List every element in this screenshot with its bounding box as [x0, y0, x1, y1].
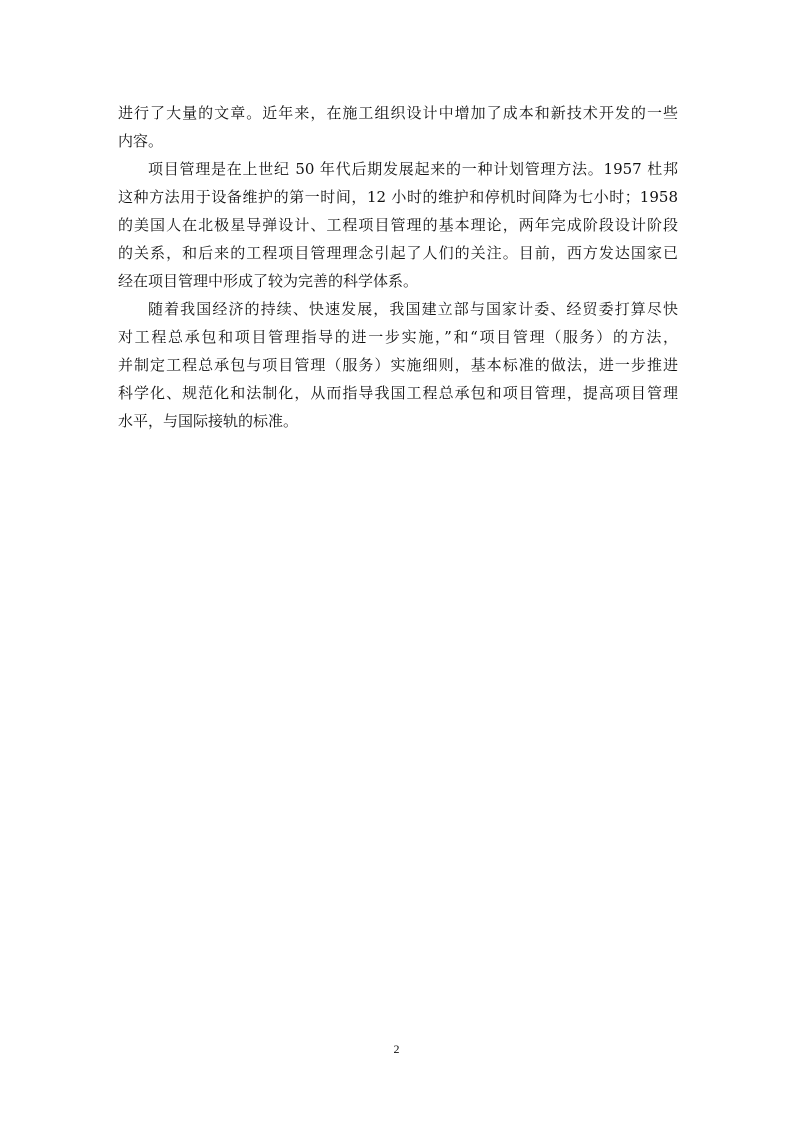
text-line: 随着我国经济的持续、快速发展，我国建立部与国家计委、经贸委打算尽快: [148, 300, 678, 318]
text-line: 经在项目管理中形成了较为完善的科学体系。: [118, 272, 419, 290]
page-number: 2: [393, 1042, 400, 1056]
text-line: 对工程总承包和项目管理指导的进一步实施，”和“项目管理（服务）的方法，: [118, 328, 678, 346]
text-line: 项目管理是在上世纪 50 年代后期发展起来的一种计划管理方法。1957 杜邦: [148, 160, 678, 178]
paragraph-2: [118, 155, 678, 295]
body-text: [118, 99, 678, 435]
text-line: 水平，与国际接轨的标准。: [118, 412, 299, 430]
text-line: 科学化、规范化和法制化，从而指导我国工程总承包和项目管理，提高项目管理: [118, 384, 678, 402]
text-line: 并制定工程总承包与项目管理（服务）实施细则，基本标准的做法，进一步推进: [118, 356, 678, 374]
text-line: 的美国人在北极星导弹设计、工程项目管理的基本理论，两年完成阶段设计阶段: [118, 216, 678, 234]
text-line: 的关系，和后来的工程项目管理理念引起了人们的关注。目前，西方发达国家已: [118, 244, 678, 262]
paragraph-1: [118, 99, 678, 155]
text-line: 内容。: [118, 132, 164, 150]
paragraph-3: [118, 295, 678, 435]
text-line: 进行了大量的文章。近年来，在施工组织设计中增加了成本和新技术开发的一些: [118, 104, 678, 122]
text-line: 这种方法用于设备维护的第一时间，12 小时的维护和停机时间降为七小时；1958: [118, 188, 678, 206]
